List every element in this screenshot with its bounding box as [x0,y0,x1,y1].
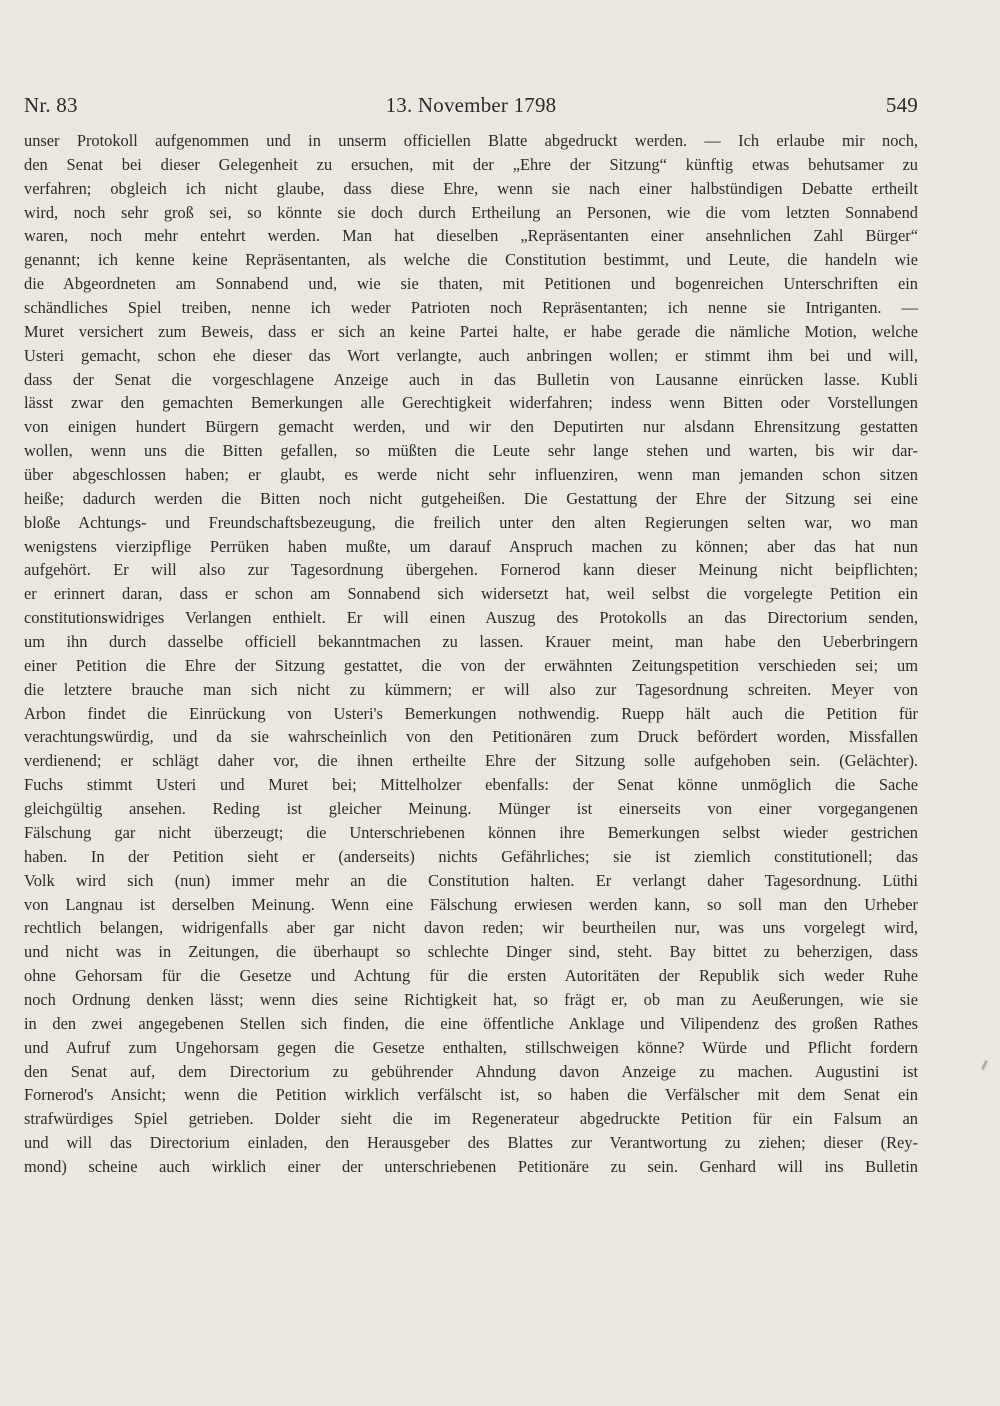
text-line: unser Protokoll aufgenommen und in unserm officiellen Blatte abgedruckt werden. — Ich erlaube mir noch, [24,131,918,150]
text-line: Fälschung gar nicht überzeugt; die Unterschriebenen können ihre Bemerkungen selbst wieder gestrichen [24,822,918,842]
text-line: heiße; dadurch werden die Bitten noch nicht gutgeheißen. Die Gestattung der Ehre der Sitzung sei eine [24,488,918,508]
text-line: in den zwei angegebenen Stellen sich finden, die eine öffentliche Anklage und Vilipendenz des großen Rathes [24,1013,918,1033]
text-line: die letztere brauche man sich nicht zu kümmern; er will also zur Tagesordnung schreiten. Meyer von [24,679,918,699]
page-number: 549 [885,93,918,117]
text-line: um ihn durch dasselbe officiell bekanntmachen zu lassen. Krauer meint, man habe den Ueberbringern [24,632,918,652]
text-line: einer Petition die Ehre der Sitzung gestattet, die von der erwähnten Zeitungspetition verschieden sei; um [24,655,918,675]
text-line: verdienend; er schlägt daher vor, die ihnen ertheilte Ehre der Sitzung solle aufgehoben sein. (Gelächter). [24,751,918,771]
text-line: und will das Directorium einladen, den Herausgeber des Blattes zur Verantwortung zu ziehen; dieser (Rey- [24,1133,918,1153]
text-line: verachtungswürdig, und da sie wahrscheinlich von den Petitionären zum Druck befördert worden, Missfallen [24,727,918,747]
text-line: Fuchs stimmt Usteri und Muret bei; Mittelholzer ebenfalls: der Senat könne unmöglich die Sache [24,775,918,795]
text-line: ohne Gehorsam für die Gesetze und Achtung für die ersten Autoritäten der Republik sich weder Ruhe [24,966,918,986]
text-line: Arbon findet die Einrückung von Usteri's Bemerkungen nothwendig. Ruepp hält auch die Petition für [24,703,918,723]
text-line: wird, noch sehr groß sei, so könnte sie doch durch Ertheilung an Personen, wie die vom letzten Sonnabend [24,202,918,222]
text-line: Usteri gemacht, schon ehe dieser das Wort verlangte, auch anbringen wollen; er stimmt ihm bei und will, [24,345,918,365]
text-line: von einigen hundert Bürgern gemacht werden, und wir den Deputirten nur alsdann Ehrensitzung gestatten [24,417,918,437]
text-line: waren, noch mehr entehrt werden. Man hat dieselben „Repräsentanten einer ansehnlichen Zahl Bürger“ [24,226,918,246]
text-line: Muret versichert zum Beweis, dass er sich an keine Partei halte, er habe gerade die nämliche Motion, welche [24,321,918,341]
text-line: und nicht was in Zeitungen, die überhaupt so schlechte Dinger sind, steht. Bay bittet zu beherzigen, dass [24,942,918,962]
text-line: aufgehört. Er will also zur Tagesordnung übergehen. Fornerod kann dieser Meinung nicht beipflichten; [24,560,918,580]
text-line: constitutionswidriges Verlangen enthielt. Er will einen Auszug des Protokolls an das Directorium senden, [24,608,918,628]
text-line: noch Ordnung denken lässt; wenn dies seine Richtigkeit hat, so frägt er, ob man zu Aeußerungen, wie sie [24,989,918,1009]
text-line: den Senat auf, dem Directorium zu gebührender Ahndung davon Anzeige zu machen. Augustini ist [24,1061,918,1081]
text-line: rechtlich belangen, widrigenfalls aber gar nicht davon reden; wir beurtheilen nur, was uns vorgelegt wird, [24,918,918,938]
text-line: schändliches Spiel treiben, nenne ich weder Patrioten noch Repräsentanten; ich nenne sie Intriganten. — [24,298,918,318]
text-line: wollen, wenn uns die Bitten gefallen, so müßten die Leute sehr lange stehen und warten, bis wir dar- [24,441,918,461]
scan-speck-mark [981,1060,988,1070]
text-line: mond) scheine auch wirklich einer der unterschriebenen Petitionäre zu sein. Genhard will ins Bulletin [24,1156,918,1176]
text-line [24,1179,918,1203]
text-line: strafwürdiges Spiel getrieben. Dolder sieht die im Regenerateur abgedruckte Petition für ein Falsum an [24,1109,918,1129]
document-date: 13. November 1798 [385,93,557,117]
text-line: über abgeschlossen haben; er glaubt, es werde nicht sehr influenziren, wenn man jemanden schon sitzen [24,465,918,485]
text-line: er erinnert daran, dass er schon am Sonnabend sich widersetzt hat, weil selbst die vorgelegte Petition ein [24,584,918,604]
text-line: und Aufruf zum Ungehorsam gegen die Gesetze enthalten, stillschweigen könne? Würde und Pflicht fordern [24,1037,918,1057]
text-line: verfahren; obgleich ich nicht glaube, dass diese Ehre, wenn sie nach einer halbstündigen Debatte ertheilt [24,178,918,198]
text-line: von Langnau ist derselben Meinung. Wenn eine Fälschung erwiesen werden kann, so soll man den Urheber [24,894,918,914]
document-number: Nr. 83 [24,93,78,117]
text-line: wenigstens vierzipflige Perrüken haben mußte, um darauf Anspruch machen zu können; aber das hat nun [24,536,918,556]
running-header [24,92,918,118]
text-line: genannt; ich kenne keine Repräsentanten, als welche die Constitution bestimmt, und Leute, die handeln wie [24,250,918,270]
text-line: lässt zwar den gemachten Bemerkungen alle Gerechtigkeit widerfahren; indess wenn Bitten oder Vorstellungen [24,393,918,413]
text-line: den Senat bei dieser Gelegenheit zu ersuchen, mit der „Ehre der Sitzung“ künftig etwas behutsamer zu [24,154,918,174]
text-line: Volk wird sich (nun) immer mehr an die Constitution halten. Er verlangt daher Tagesordnung. Lüthi [24,870,918,890]
text-line: Fornerod's Ansicht; wenn die Petition wirklich verfälscht ist, so haben die Verfälscher mit dem Senat ein [24,1085,918,1105]
text-line: gleichgültig ansehen. Reding ist gleicher Meinung. Münger ist einerseits von einer vorgegangenen [24,799,918,819]
text-line: die Abgeordneten am Sonnabend und, wie sie thaten, mit Petitionen und bogenreichen Unterschriften ein [24,274,918,294]
text-line: haben. In der Petition sieht er (anderseits) nichts Gefährliches; sie ist ziemlich constitutionell; das [24,846,918,866]
text-line: dass der Senat die vorgeschlagene Anzeige auch in das Bulletin von Lausanne einrücken lasse. Kubli [24,369,918,389]
text-line: bloße Achtungs- und Freundschaftsbezeugung, die freilich unter den alten Regierungen selten war, wo man [24,512,918,532]
body-text [24,129,918,1203]
